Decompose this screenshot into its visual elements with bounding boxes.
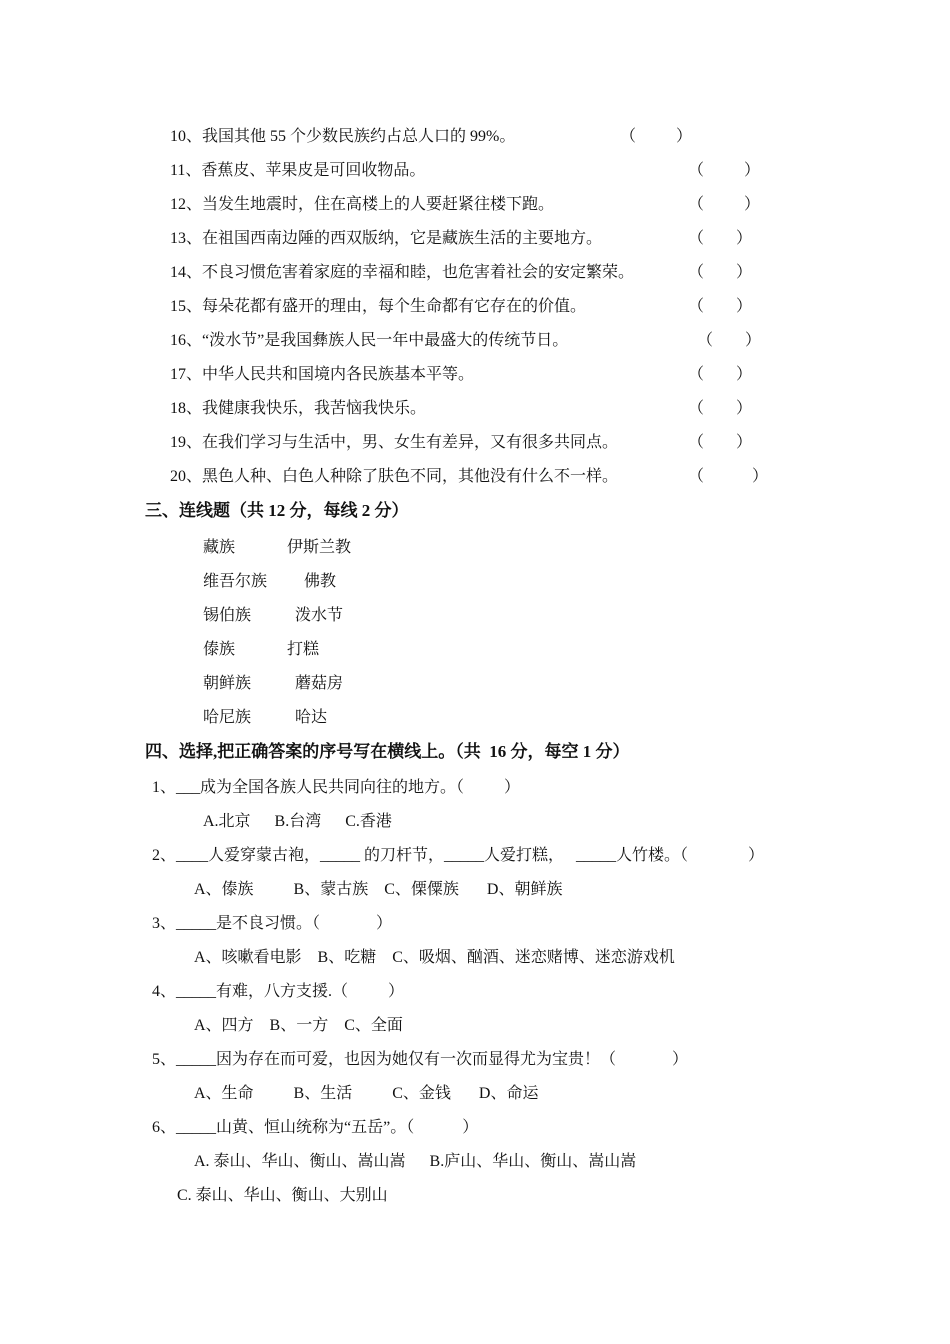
question-6-options-c: C. 泰山、华山、衡山、大别山 — [177, 1187, 388, 1204]
judgement-item-18: 18、我健康我快乐，我苦恼我快乐。 — [170, 400, 427, 417]
judgement-item-11: 11、香蕉皮、苹果皮是可回收物品。 — [170, 162, 426, 179]
judgement-item-20: 20、黑色人种、白色人种除了肤色不同，其他没有什么不一样。 — [170, 468, 619, 485]
answer-paren-17: （ ） — [688, 366, 753, 383]
match-left-item: 傣族 — [203, 641, 236, 658]
question-1-options: A.北京 B.台湾 C.香港 — [203, 813, 392, 830]
question-2-options: A、傣族 B、蒙古族 C、傈僳族 D、朝鲜族 — [194, 881, 563, 898]
judgement-item-16: 16、“泼水节”是我国彝族人民一年中最盛大的传统节日。 — [170, 332, 569, 349]
answer-paren-20: （ ） — [688, 468, 769, 485]
question-6: 6、_____山黄、恒山统称为“五岳”。（ ） — [152, 1119, 479, 1136]
match-left-item: 藏族 — [203, 539, 236, 556]
judgement-item-13: 13、在祖国西南边陲的西双版纳，它是藏族生活的主要地方。 — [170, 230, 603, 247]
question-2: 2、____人爱穿蒙古袍，_____ 的刀杆节，_____人爱打糕， _____人竹楼。（ ） — [152, 847, 765, 864]
question-3: 3、_____是不良习惯。（ ） — [152, 915, 393, 932]
question-5: 5、_____因为存在而可爱，也因为她仅有一次而显得尤为宝贵！（ ） — [152, 1051, 689, 1068]
question-1: 1、___成为全国各族人民共同向往的地方。（ ） — [152, 779, 521, 796]
judgement-item-19: 19、在我们学习与生活中，男、女生有差异，又有很多共同点。 — [170, 434, 619, 451]
answer-paren-10: （ ） — [620, 128, 693, 145]
answer-paren-19: （ ） — [688, 434, 753, 451]
answer-paren-12: （ ） — [688, 196, 761, 213]
match-left-item: 朝鲜族 — [203, 675, 252, 692]
judgement-item-15: 15、每朵花都有盛开的理由，每个生命都有它存在的价值。 — [170, 298, 587, 315]
judgement-item-14: 14、不良习惯危害着家庭的幸福和睦，也危害着社会的安定繁荣。 — [170, 264, 635, 281]
match-right-item: 哈达 — [295, 709, 328, 726]
match-right-item: 佛教 — [304, 573, 337, 590]
answer-paren-13: （ ） — [688, 230, 753, 247]
match-left-item: 哈尼族 — [203, 709, 252, 726]
judgement-item-10: 10、我国其他 55 个少数民族约占总人口的 99%。 — [170, 128, 516, 145]
question-4-options: A、四方 B、一方 C、全面 — [194, 1017, 403, 1034]
answer-paren-11: （ ） — [688, 162, 761, 179]
question-4: 4、_____有难，八方支援.（ ） — [152, 983, 405, 1000]
answer-paren-18: （ ） — [688, 400, 753, 417]
answer-paren-16: （ ） — [697, 332, 762, 349]
answer-paren-14: （ ） — [688, 264, 753, 281]
question-3-options: A、咳嗽看电影 B、吃糖 C、吸烟、酗酒、迷恋赌博、迷恋游戏机 — [194, 949, 675, 966]
match-left-item: 锡伯族 — [203, 607, 252, 624]
question-5-options: A、生命 B、生活 C、金钱 D、命运 — [194, 1085, 539, 1102]
question-6-options-ab: A. 泰山、华山、衡山、嵩山嵩 B.庐山、华山、衡山、嵩山嵩 — [194, 1153, 637, 1170]
answer-paren-15: （ ） — [688, 298, 753, 315]
judgement-item-12: 12、当发生地震时，住在高楼上的人要赶紧往楼下跑。 — [170, 196, 555, 213]
match-right-item: 泼水节 — [295, 607, 344, 624]
section4-title: 四、选择,把正确答案的序号写在横线上。（共 16 分，每空 1 分） — [145, 742, 630, 761]
section3-title: 三、连线题（共 12 分，每线 2 分） — [145, 501, 409, 520]
match-right-item: 伊斯兰教 — [287, 539, 352, 556]
match-right-item: 打糕 — [287, 641, 320, 658]
judgement-item-17: 17、中华人民共和国境内各民族基本平等。 — [170, 366, 475, 383]
match-right-item: 蘑菇房 — [295, 675, 344, 692]
match-left-item: 维吾尔族 — [203, 573, 268, 590]
